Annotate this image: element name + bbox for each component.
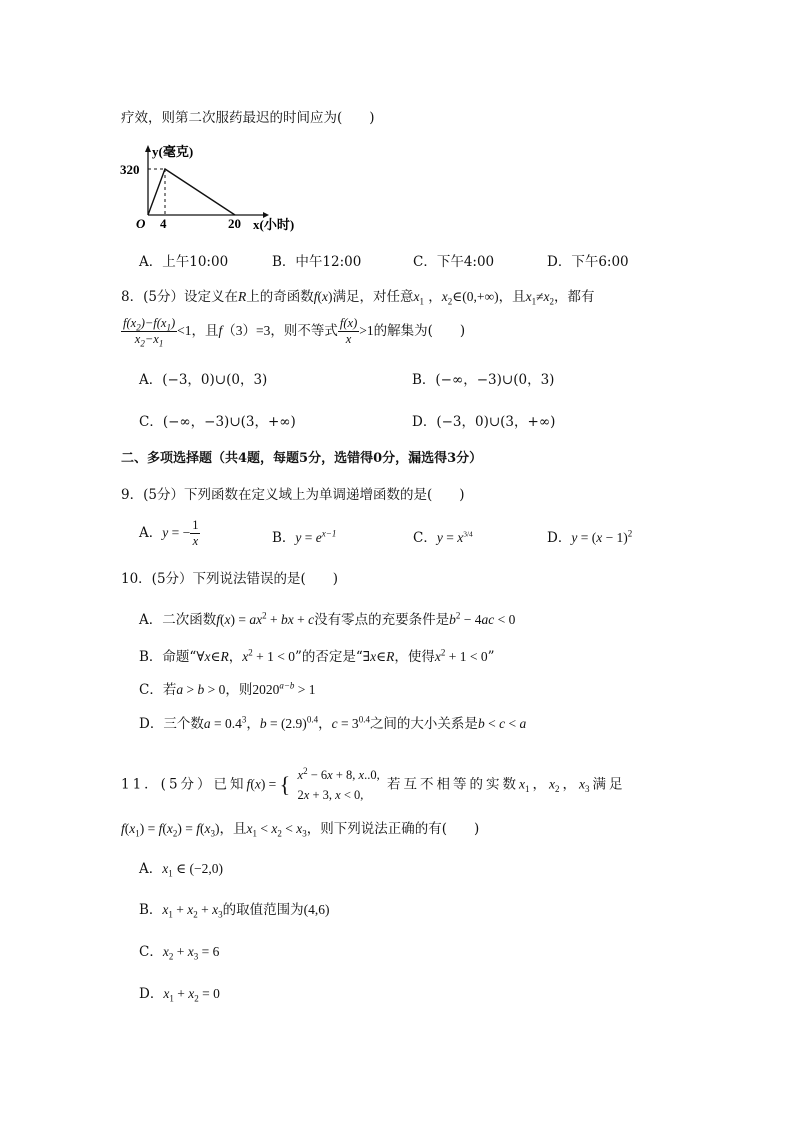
section-heading: 二、多项选择题（共4题，每题5分，选错得0分，漏选得3分） <box>121 451 483 466</box>
y-tick-320: 320 <box>120 162 140 177</box>
q7-graph <box>115 142 315 237</box>
q7-option-c[interactable]: C．下午4:00 <box>413 254 495 270</box>
q11-option-c[interactable]: C．$x_2 + x_3 = 6$ <box>139 944 220 962</box>
q11-option-d[interactable]: D．$x_1 + x_2 = 0$ <box>139 986 220 1004</box>
q7-option-d[interactable]: D．下午6:00 <box>547 254 629 270</box>
q7-option-b[interactable]: B．中午12:00 <box>272 254 362 270</box>
q7-option-a[interactable]: A．上午10:00 <box>139 254 229 270</box>
q10-stem: 10．(5分）下列说法错误的是( ) <box>121 571 339 587</box>
q11-option-a[interactable]: A．$x_1$ ∈ (−2,0) <box>139 861 223 879</box>
x-axis-label: x(小时) <box>253 217 295 232</box>
origin-label: O <box>136 216 146 231</box>
q11-option-b[interactable]: B．$x_1 + x_2 + x_3$的取值范围为(4,6) <box>139 902 330 920</box>
q9-option-b[interactable]: B．$y = e^{x-1}$ <box>272 528 337 546</box>
y-axis-arrow <box>145 145 151 152</box>
concentration-line <box>148 169 235 215</box>
q11-stem-line2: $f(x_1) = f(x_2) = f(x_3)$，且$x_1 < x_2 < x_3$，则下列说法正确的有( ) <box>121 821 480 839</box>
q9-option-a[interactable]: A．y = − $\frac{1}{x}$ <box>139 518 199 548</box>
q8-option-c[interactable]: C．(−∞，−3)∪(3，+∞) <box>139 414 296 430</box>
q11-stem-line1: 11．(5分）已知f(x) = { $x^2 - 6x + 8$, x..0, 2x + 3, x < 0, 若互不相等的实数$x_1$，$x_2$，$x_3$满足 <box>121 765 626 802</box>
q8-stem-line1: 8．(5分）设定义在R上的奇函数f(x)满足，对任意$x_1$ ，$x_2\in(0,+\infty)$，且$x_1\ne x_2$，都有 <box>121 289 595 307</box>
q10-option-d[interactable]: D．三个数$a = 0.4^3$，$b = (2.9)^{0.4}$，$c = 3^{0.4}$之间的大小关系是b < c < a <box>139 714 527 732</box>
q7-stem-tail: 疗效，则第二次服药最迟的时间应为( ) <box>121 110 375 126</box>
q9-option-d[interactable]: D．$y = (x - 1)^2$ <box>547 528 633 546</box>
q10-option-c[interactable]: C．若a > b > 0，则$2020^{a-b} > 1$ <box>139 680 316 698</box>
q8-option-d[interactable]: D．(−3，0)∪(3，+∞) <box>412 414 556 430</box>
q8-option-b[interactable]: B．(−∞，−3)∪(0，3) <box>412 372 555 388</box>
q8-option-a[interactable]: A．(−3，0)∪(0，3) <box>139 372 268 388</box>
q9-option-c[interactable]: C．$y = x^{3/4}$ <box>413 529 473 546</box>
x-tick-20: 20 <box>228 216 241 231</box>
q8-stem-line2: $\frac{f(x_2)-f(x_1)}{x_2-x_1}$ <1，且f（3）=3，则不等式 $\frac{f(x)}{x}$ >1的解集为( ) <box>123 316 466 349</box>
q10-option-b[interactable]: B．命题“∀x∈R，$x^2 + 1 < 0$”的否定是“∃x∈R，使得$x^2 + 1 < 0$” <box>139 647 495 665</box>
y-axis-label: y(毫克) <box>152 144 194 159</box>
x-tick-4: 4 <box>160 216 167 231</box>
q10-option-a[interactable]: A．二次函数$f(x) = ax^2$ + bx + c没有零点的充要条件是$b^2 - 4ac < 0$ <box>139 610 516 628</box>
q9-stem: 9．(5分）下列函数在定义域上为单调递增函数的是( ) <box>121 487 465 503</box>
